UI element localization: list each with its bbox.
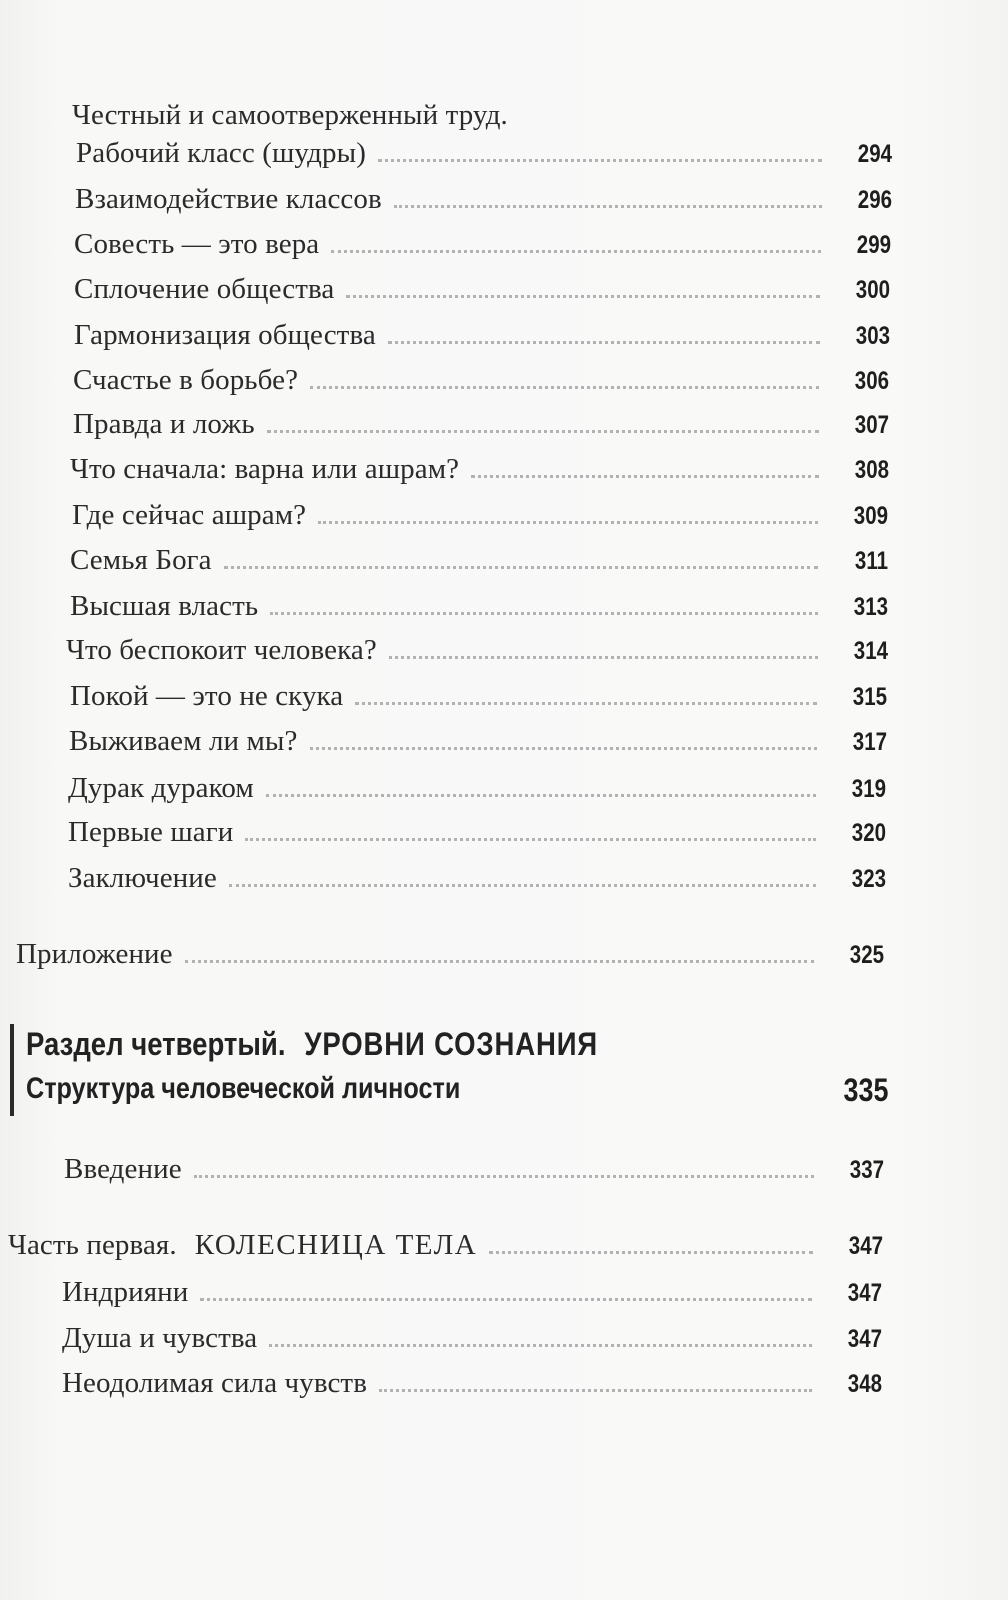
dot-leader [229,883,816,887]
dot-leader [266,793,816,797]
dot-leader [355,701,817,705]
toc-entry-page: 299 [856,231,891,259]
toc-entry-title: Сплочение общества [74,273,335,305]
toc-entry-page: 314 [853,637,888,665]
toc-entry-title: Душа и чувства [62,1322,258,1354]
toc-entry [74,217,891,261]
dot-leader [269,1343,812,1347]
dot-leader [379,1388,812,1392]
toc-entry-page: 319 [851,775,886,803]
toc-entry-title: Введение [64,1153,182,1185]
toc-entry-page: 320 [851,819,886,847]
toc-entry [70,442,889,486]
toc-entry [62,1311,882,1355]
dot-leader [270,611,818,615]
toc-entry-page: 307 [854,411,889,439]
section-heading [10,1020,890,1120]
toc-entry-page: 313 [853,593,888,621]
toc-entry-page: 303 [855,322,890,350]
dot-leader [185,959,814,963]
toc-entry [68,851,886,895]
toc-entry-title: Совесть — это вера [74,228,320,260]
section-title: УРОВНИ СОЗНАНИЯ [304,1026,598,1062]
toc-entry-title: Приложение [16,938,173,970]
toc-entry-title: Взаимодействие классов [75,183,382,215]
toc-entry-title: Неодолимая сила чувств [62,1367,367,1399]
toc-entry-page: 317 [852,728,887,756]
toc-entry [73,397,889,441]
dot-leader [489,1250,813,1254]
dot-leader [346,294,820,298]
toc-entry-page: 315 [852,683,887,711]
toc-entry-title: Заключение [68,862,217,894]
dot-leader [389,655,818,659]
toc-entry-page: 337 [849,1156,884,1184]
toc-entry-page: 348 [847,1370,882,1398]
toc-entry [73,353,889,397]
section-label: Раздел четвертый. [26,1026,286,1062]
dot-leader [310,385,819,389]
toc-entry-page: 294 [857,140,892,168]
dot-leader [200,1297,812,1301]
toc-entry-title: Честный и самоотверженный труд. [72,99,508,131]
toc-entry-title: Дурак дураком [68,772,254,804]
toc-entry-page: 323 [851,865,886,893]
toc-entry-title: Что беспокоит человека? [66,634,377,666]
dot-leader [267,429,819,433]
toc-entry-page: 296 [857,186,892,214]
dot-leader [394,204,822,208]
toc-entry-appendix [16,927,884,971]
toc-entry [74,262,890,306]
toc-entry [74,308,890,352]
toc-entry-page: 311 [854,547,888,575]
toc-entry [72,488,888,532]
toc-entry [76,126,892,170]
toc-entry [66,623,888,667]
toc-entry [70,669,887,713]
toc-entry [70,533,888,577]
toc-entry [68,805,886,849]
part-title: КОЛЕСНИЦА ТЕЛА [194,1229,478,1261]
dot-leader [318,520,818,524]
toc-entry-page: 306 [854,367,889,395]
toc-entry-page: 347 [847,1279,882,1307]
toc-entry-title: Счастье в борьбе? [73,364,299,396]
toc-entry-title: Что сначала: варна или ашрам? [70,453,460,485]
dot-leader [331,249,821,253]
toc-entry-title: Семья Бога [70,544,212,576]
toc-entry [69,714,887,758]
section-subtitle: Структура человеческой личности [26,1072,461,1105]
dot-leader [245,837,816,841]
dot-leader [194,1174,814,1178]
toc-entry-title: Высшая власть [70,590,259,622]
toc-entry [75,172,892,216]
dot-leader [388,340,820,344]
dot-leader [378,158,822,162]
toc-entry-title: Покой — это не скука [70,680,344,712]
toc-entry-page: 309 [853,502,888,530]
toc-entry-page: 325 [849,941,884,969]
section-page: 335 [843,1072,888,1108]
section-title-line [26,1026,598,1063]
toc-entry-title: Индрияни [62,1276,189,1308]
part-heading [8,1218,883,1262]
toc-entry-title: Гармонизация общества [74,319,376,351]
section-marker-bar [10,1024,14,1116]
part-label: Часть первая. [8,1229,177,1261]
part-page: 347 [848,1232,883,1260]
toc-entry-page: 308 [854,456,889,484]
dot-leader [310,746,818,750]
toc-entry-page: 300 [855,276,890,304]
toc-entry-title: Где сейчас ашрам? [72,499,307,531]
toc-entry-title: Рабочий класс (шудры) [76,137,366,169]
toc-entry [62,1265,882,1309]
toc-entry [62,1356,882,1400]
part-title-line [8,1228,483,1262]
dot-leader [471,474,819,478]
toc-entry-title: Выживаем ли мы? [69,725,298,757]
toc-entry [64,1142,884,1186]
toc-entry [68,761,886,805]
toc-entry [70,579,888,623]
dot-leader [224,565,818,569]
toc-entry-title: Первые шаги [68,816,234,848]
toc-entry-title: Правда и ложь [73,408,255,440]
toc-entry-page: 347 [847,1325,882,1353]
